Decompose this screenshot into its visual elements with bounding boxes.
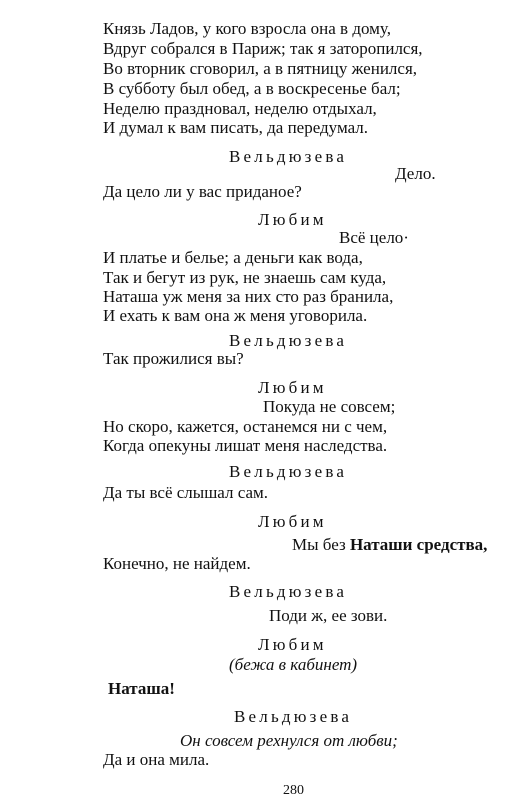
verse-line: Да и она мила. — [103, 750, 210, 769]
speaker-name: Вельдюзева — [229, 147, 348, 166]
verse-line: Всё цело· — [339, 228, 409, 247]
verse-line: В субботу был обед, а в воскресенье бал; — [103, 79, 401, 98]
verse-line: Покуда не совсем; — [263, 397, 396, 416]
verse-fragment: Мы без — [292, 535, 350, 554]
verse-fragment-bold: Наташи средства, — [349, 535, 488, 554]
verse-line: Так прожилися вы? — [103, 349, 244, 368]
verse-line: Наташа! — [108, 679, 175, 698]
stage-direction: (бежа в кабинет) — [229, 655, 358, 674]
verse-line: Когда опекуны лишат меня наследства. — [103, 436, 388, 455]
speaker-name: Любим — [258, 512, 327, 531]
speaker-name: Вельдюзева — [229, 582, 348, 601]
verse-line: Поди ж, ее зови. — [269, 606, 388, 625]
page-number: 280 — [283, 783, 304, 798]
speaker-name: Любим — [258, 635, 327, 654]
verse-line: Вдруг собрался в Париж; так я заторопился, — [103, 39, 423, 58]
verse-line: Неделю праздновал, неделю отдыхал, — [103, 99, 377, 118]
verse-line: И платье и белье; а деньги как вода, — [103, 248, 363, 267]
verse-line: Дело. — [395, 164, 436, 183]
verse-line: Во вторник сговорил, а в пятницу женился, — [103, 59, 418, 78]
verse-line: Он совсем рехнулся от любви; — [180, 731, 398, 750]
speaker-name: Любим — [258, 378, 327, 397]
verse-line: Конечно, не найдем. — [103, 554, 251, 573]
verse-line: Наташа уж меня за них сто раз бранила, — [103, 287, 394, 306]
verse-line — [292, 535, 487, 555]
verse-line: И ехать к вам она ж меня уговорила. — [103, 306, 368, 325]
speaker-name: Вельдюзева — [229, 331, 348, 350]
verse-line: Да цело ли у вас приданое? — [103, 182, 302, 201]
speaker-name: Вельдюзева — [234, 707, 353, 726]
verse-line: И думал к вам писать, да передумал. — [103, 118, 369, 137]
verse-line: Так и бегут из рук, не знаешь сам куда, — [103, 268, 387, 287]
verse-line: Князь Ладов, у кого взросла она в дому, — [103, 19, 391, 38]
verse-line: Но скоро, кажется, останемся ни с чем, — [103, 417, 388, 436]
speaker-name: Любим — [258, 210, 327, 229]
speaker-name: Вельдюзева — [229, 462, 348, 481]
verse-line: Да ты всё слышал сам. — [103, 483, 269, 502]
